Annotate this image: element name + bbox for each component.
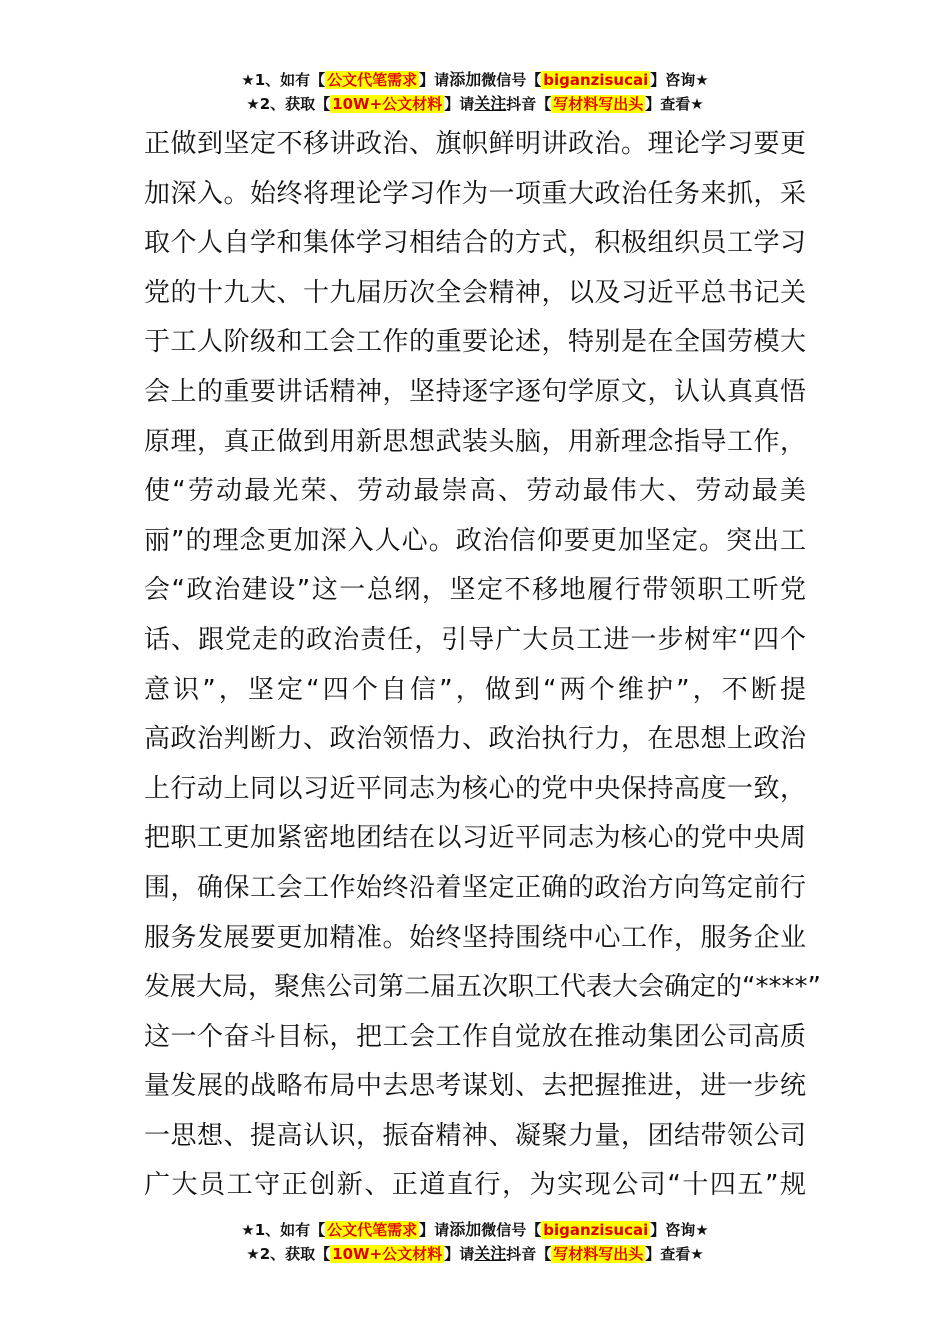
body-line: 话、跟党走的政治责任，引导广大员工进一步树牢“四个 [144, 624, 806, 655]
banner-text: 】咨询★ [650, 71, 709, 89]
body-line: 上行动上同以习近平同志为核心的党中央保持高度一致， [144, 773, 806, 804]
body-line: 会“政治建设”这一总纲，坚定不移地履行带领职工听党 [144, 575, 806, 606]
body-line: 丽”的理念更加深入人心。政治信仰要更加坚定。突出工 [144, 525, 806, 556]
header-banner [0, 68, 950, 116]
star-text: ★2、获取【 [246, 95, 331, 113]
body-line: 把职工更加紧密地团结在以习近平同志为核心的党中央周 [144, 823, 806, 854]
highlight-douyin-account: 写材料写出头 [553, 95, 644, 113]
highlight-wechat-id: biganzisucai [543, 71, 649, 89]
highlight-wechat-id: biganzisucai [543, 1221, 649, 1239]
banner-emphasis: 添加 [449, 70, 482, 89]
document-body [144, 120, 821, 1211]
footer-banner-line-2 [0, 1242, 950, 1266]
banner-emphasis: 关注 [474, 1244, 507, 1263]
banner-text: 】咨询★ [650, 1221, 709, 1239]
body-line: 一思想、提高认识，振奋精神、凝聚力量，团结带领公司 [144, 1120, 806, 1151]
body-line: 正做到坚定不移讲政治、旗帜鲜明讲政治。理论学习要更 [144, 129, 806, 159]
banner-text: 】查看★ [645, 1245, 704, 1263]
banner-text: 抖音【 [506, 95, 552, 113]
highlight-ghostwriting-service: 公文代笔需求 [327, 71, 418, 89]
banner-text: 】请 [444, 1245, 475, 1263]
body-line: 量发展的战略布局中去思考谋划、去把握推进，进一步统 [144, 1071, 806, 1102]
body-line: 加深入。始终将理论学习作为一项重大政治任务来抓，采 [144, 178, 806, 209]
banner-text: 微信号【 [481, 1221, 542, 1239]
banner-text: 】请 [444, 95, 475, 113]
body-line: 党的十九大、十九届历次全会精神，以及习近平总书记关 [144, 277, 806, 308]
body-line: 取个人自学和集体学习相结合的方式，积极组织员工学习 [144, 228, 806, 259]
body-line: 这一个奋斗目标，把工会工作自觉放在推动集团公司高质 [144, 1021, 806, 1052]
body-line: 原理，真正做到用新思想武装头脑，用新理念指导工作， [144, 426, 806, 457]
body-line: 发展大局，聚焦公司第二届五次职工代表大会确定的“****” [144, 972, 821, 1003]
header-banner-line-2 [0, 92, 950, 116]
banner-text: 】查看★ [645, 95, 704, 113]
body-line: 服务发展要更加精准。始终坚持围绕中心工作，服务企业 [144, 922, 806, 953]
banner-emphasis: 关注 [474, 94, 507, 113]
highlight-materials: 10W+公文材料 [332, 95, 443, 113]
body-line: 会上的重要讲话精神，坚持逐字逐句学原文，认认真真悟 [144, 376, 806, 407]
body-line: 围，确保工会工作始终沿着坚定正确的政治方向笃定前行 [144, 872, 806, 903]
highlight-ghostwriting-service: 公文代笔需求 [327, 1221, 418, 1239]
body-line: 广大员工守正创新、正道直行，为实现公司“十四五”规 [144, 1170, 806, 1201]
banner-text: 】请 [419, 71, 450, 89]
highlight-douyin-account: 写材料写出头 [553, 1245, 644, 1263]
highlight-materials: 10W+公文材料 [332, 1245, 443, 1263]
star-text: ★1、如有【 [241, 71, 326, 89]
footer-banner [0, 1218, 950, 1266]
body-line: 意识”，坚定“四个自信”，做到“两个维护”，不断提 [144, 674, 806, 705]
header-banner-line-1 [0, 68, 950, 92]
body-line: 高政治判断力、政治领悟力、政治执行力，在思想上政治 [144, 724, 806, 755]
footer-banner-line-1 [0, 1218, 950, 1242]
banner-emphasis: 添加 [449, 1220, 482, 1239]
banner-text: 抖音【 [506, 1245, 552, 1263]
star-text: ★1、如有【 [241, 1221, 326, 1239]
banner-text: 】请 [419, 1221, 450, 1239]
body-line: 于工人阶级和工会工作的重要论述，特别是在全国劳模大 [144, 327, 806, 358]
body-line: 使“劳动最光荣、劳动最崇高、劳动最伟大、劳动最美 [144, 476, 806, 507]
star-text: ★2、获取【 [246, 1245, 331, 1263]
banner-text: 微信号【 [481, 71, 542, 89]
